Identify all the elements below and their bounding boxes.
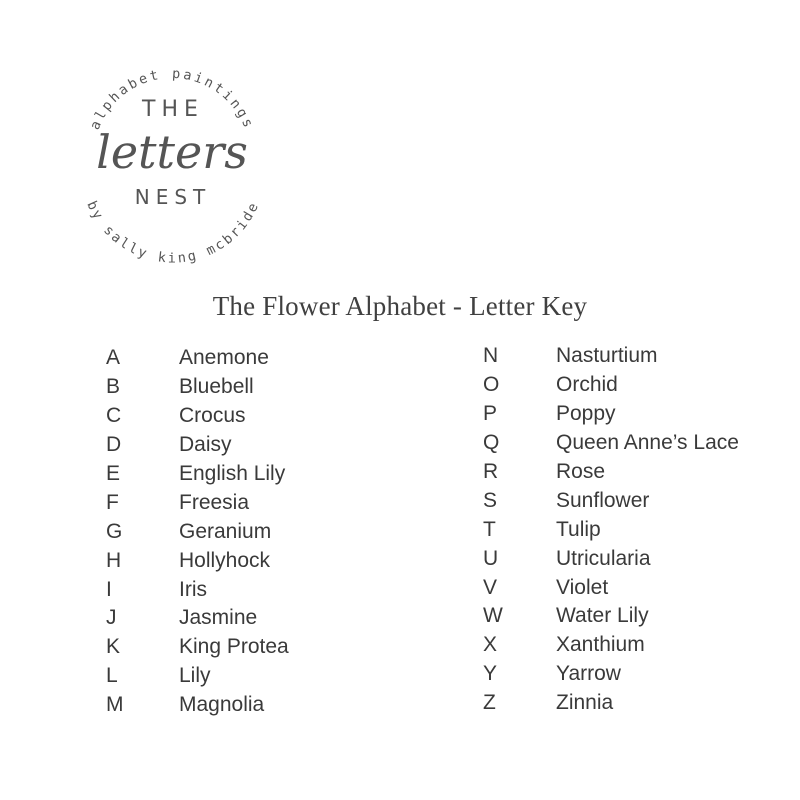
list-item: [106, 691, 289, 720]
key-letter: A: [106, 346, 121, 370]
brand-logo: [52, 36, 292, 276]
list-item: [483, 515, 739, 544]
key-letter: I: [106, 577, 112, 601]
flower-name: Poppy: [556, 402, 616, 426]
key-letter: E: [106, 462, 121, 485]
flower-name: Yarrow: [556, 662, 621, 686]
list-item: [106, 402, 289, 431]
list-item: [106, 431, 289, 460]
list-item: [483, 544, 739, 573]
logo-nest-text: NEST: [134, 185, 212, 209]
page-title: The Flower Alphabet - Letter Key: [212, 291, 588, 321]
flower-name: Zinnia: [556, 691, 614, 715]
key-letter: V: [483, 575, 498, 599]
flower-name: Xanthium: [556, 633, 645, 657]
key-letter: U: [483, 546, 499, 570]
flower-name: Tulip: [556, 517, 601, 541]
letter-key-right-column: [483, 342, 739, 718]
key-letter: N: [483, 344, 499, 368]
flower-name: Geranium: [179, 519, 272, 543]
flower-name: Orchid: [556, 373, 618, 397]
list-item: [483, 400, 739, 429]
key-letter: R: [483, 460, 499, 483]
list-item: [483, 486, 739, 515]
list-item: [106, 344, 289, 373]
key-letter: S: [483, 488, 498, 512]
flower-name: Freesia: [179, 490, 250, 514]
key-letter: W: [483, 604, 503, 628]
flower-name: Utricularia: [556, 546, 651, 570]
key-letter: Z: [483, 691, 496, 715]
list-item: [106, 488, 289, 517]
key-letter: C: [106, 404, 122, 428]
key-letter: T: [483, 517, 496, 541]
letter-key-left-column: [106, 344, 289, 720]
key-letter: L: [106, 664, 118, 688]
flower-name: Anemone: [179, 346, 269, 370]
flower-name: King Protea: [179, 635, 289, 659]
key-letter: G: [106, 519, 123, 543]
list-item: [483, 689, 739, 718]
flower-name: Sunflower: [556, 488, 650, 512]
list-item: [483, 573, 739, 602]
list-item: [106, 546, 289, 575]
logo-mark: [52, 36, 292, 276]
flower-name: Queen Anne’s Lace: [556, 431, 739, 455]
flower-name: Crocus: [179, 404, 246, 428]
key-letter: X: [483, 633, 498, 657]
list-item: [483, 458, 739, 487]
flower-name: Daisy: [179, 433, 232, 457]
flower-name: Jasmine: [179, 606, 258, 630]
flower-name: Rose: [556, 460, 606, 483]
flower-name: Magnolia: [179, 693, 265, 717]
list-item: [106, 373, 289, 402]
list-item: [106, 604, 289, 633]
key-letter: D: [106, 433, 122, 457]
list-item: [483, 631, 739, 660]
list-item: [106, 662, 289, 691]
logo-arc-top-text: alphabet paintings: [86, 65, 258, 133]
flower-name: Violet: [556, 575, 609, 599]
list-item: [483, 602, 739, 631]
flower-name: Water Lily: [556, 604, 649, 628]
list-item: [483, 371, 739, 400]
logo-arc-bottom-text: by sally king mcbride: [83, 198, 263, 267]
logo-script-text: letters: [96, 125, 248, 179]
key-letter: Y: [483, 662, 498, 686]
flower-name: Hollyhock: [179, 548, 271, 572]
key-letter: H: [106, 548, 122, 572]
list-item: [106, 517, 289, 546]
logo-the-text: THE: [142, 97, 204, 122]
list-item: [483, 660, 739, 689]
key-letter: K: [106, 635, 121, 659]
key-letter: O: [483, 373, 500, 397]
list-item: [483, 429, 739, 458]
list-item: [106, 460, 289, 489]
key-letter: F: [106, 490, 119, 514]
key-letter: Q: [483, 431, 500, 455]
flower-name: English Lily: [179, 462, 286, 485]
flower-name: Bluebell: [179, 375, 254, 399]
key-letter: M: [106, 693, 124, 717]
list-item: [483, 342, 739, 371]
list-item: [106, 633, 289, 662]
key-letter: B: [106, 375, 121, 399]
flower-name: Iris: [179, 577, 207, 601]
flower-name: Lily: [179, 664, 211, 688]
flower-name: Nasturtium: [556, 344, 658, 368]
key-letter: J: [106, 606, 117, 630]
list-item: [106, 575, 289, 604]
key-letter: P: [483, 402, 498, 426]
